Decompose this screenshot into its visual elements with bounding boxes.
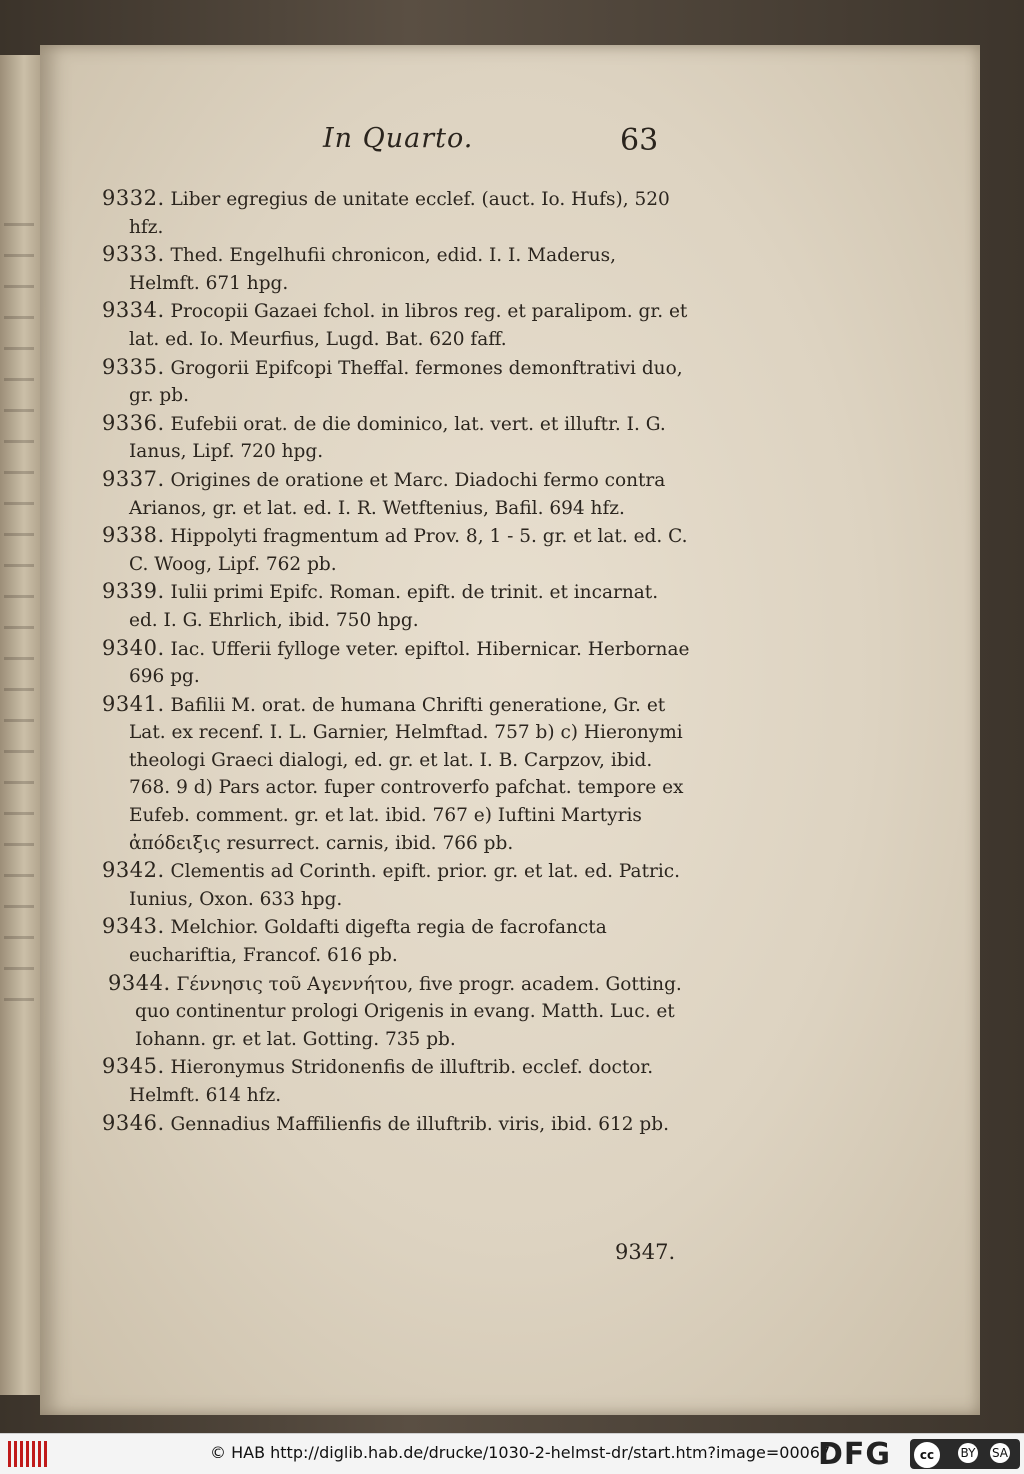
catalog-entry: [102, 185, 692, 241]
entry-number: 9337.: [102, 466, 165, 491]
entry-text: Iac. Ufferii fylloge veter. epiftol. Hibernicar. Herbornae 696 pg.: [129, 638, 690, 688]
entry-number: 9339.: [102, 579, 165, 604]
entry-text: Bafilii M. orat. de humana Chrifti generatione, Gr. et Lat. ex recenf. I. L. Garnier, Helmftad. 757 b) c) Hieronymi theologi Graeci dialogi, ed. gr. et lat. I. B. Carpzov, ibid. 768. 9 d) Pars actor. fuper controverfo pafchat. tempore ex Eufeb. comment. gr. et lat. ibid. 767 e) Iuftini Martyris ἀπόδειξις resurrect. carnis, ibid. 766 pb.: [129, 694, 684, 854]
dfg-logo: DFG: [818, 1437, 892, 1472]
catalog-entry: [102, 1053, 692, 1109]
entry-text: Γέννησις τοῦ Αγεννήτου, five progr. academ. Gotting. quo continentur prologi Origenis in evang. Matth. Luc. et Iohann. gr. et lat. Gotting. 735 pb.: [135, 973, 682, 1050]
catalog-entry: [102, 241, 692, 297]
viewer-footer: [0, 1433, 1024, 1474]
entry-number: 9332.: [102, 186, 165, 210]
entry-number: 9341.: [102, 691, 165, 716]
running-title: In Quarto.: [323, 123, 474, 154]
catalog-entry: [102, 1110, 692, 1139]
entry-text: Clementis ad Corinth. epift. prior. gr. et lat. ed. Patric. Iunius, Oxon. 633 hpg.: [129, 861, 681, 910]
catalog-entry: [102, 297, 692, 353]
catchword: 9347.: [615, 1240, 676, 1264]
catalog-entry: [102, 410, 692, 466]
entry-number: 9342.: [102, 858, 165, 883]
catalog-entry: [102, 635, 692, 691]
catalog-entry: [102, 578, 692, 634]
entry-text: Liber egregius de unitate ecclef. (auct. Io. Hufs), 520 hfz.: [129, 189, 670, 238]
entry-number: 9343.: [102, 914, 165, 939]
catalog-entry: [102, 466, 692, 522]
catalog-entries: [102, 185, 692, 1138]
catalog-entry: [102, 913, 692, 969]
entry-text: Eufebii orat. de die dominico, lat. vert. et illuftr. I. G. Ianus, Lipf. 720 hpg.: [129, 413, 666, 463]
entry-text: Hieronymus Stridonenfis de illuftrib. ecclef. doctor. Helmft. 614 hfz.: [129, 1057, 654, 1106]
entry-text: Procopii Gazaei fchol. in libros reg. et paralipom. gr. et lat. ed. Io. Meurfius, Lugd. Bat. 620 faff.: [129, 301, 688, 350]
entry-number: 9344.: [108, 970, 171, 995]
entry-number: 9346.: [102, 1110, 165, 1135]
entry-number: 9334.: [102, 298, 165, 323]
entry-text: Thed. Engelhufii chronicon, edid. I. I. Maderus, Helmft. 671 hpg.: [129, 245, 617, 294]
book-page: [40, 45, 980, 1415]
attribution-icon: BY: [958, 1443, 978, 1463]
facing-page-text-shadow: [4, 195, 34, 1025]
entry-text: Melchior. Goldafti digefta regia de facrofancta euchariftia, Francof. 616 pb.: [129, 917, 607, 967]
catalog-entry: [102, 857, 692, 913]
entry-number: 9336.: [102, 410, 165, 435]
entry-text: Hippolyti fragmentum ad Prov. 8, 1 - 5. gr. et lat. ed. C. C. Woog, Lipf. 762 pb.: [129, 526, 688, 575]
catalog-entry: [102, 970, 692, 1054]
entry-number: 9333.: [102, 242, 165, 267]
entry-text: Origines de oratione et Marc. Diadochi fermo contra Arianos, gr. et lat. ed. I. R. Wetftenius, Bafil. 694 hfz.: [129, 469, 666, 519]
entry-text: Grogorii Epifcopi Theffal. fermones demonftrativi duo, gr. pb.: [129, 357, 683, 407]
creative-commons-icon: cc: [914, 1442, 940, 1468]
entry-number: 9335.: [102, 354, 165, 379]
license-badge[interactable]: [910, 1439, 1020, 1469]
entry-number: 9340.: [102, 635, 165, 660]
share-alike-icon: SA: [990, 1443, 1010, 1463]
catalog-entry: [102, 691, 692, 858]
page-header: [40, 123, 980, 173]
facing-page-edge: [0, 55, 40, 1395]
entry-number: 9338.: [102, 523, 165, 548]
entry-text: Gennadius Maffilienfis de illuftrib. viris, ibid. 612 pb.: [170, 1113, 669, 1135]
entry-text: Iulii primi Epifc. Roman. epift. de trinit. et incarnat. ed. I. G. Ehrlich, ibid. 750 hpg.: [129, 582, 659, 631]
barcode-icon: [8, 1441, 48, 1467]
copyright-link[interactable]: © HAB http://diglib.hab.de/drucke/1030-2-helmst-dr/start.htm?image=00067: [210, 1443, 831, 1462]
entry-number: 9345.: [102, 1054, 165, 1079]
catalog-entry: [102, 522, 692, 578]
catalog-entry: [102, 354, 692, 410]
page-number: 63: [620, 123, 659, 158]
